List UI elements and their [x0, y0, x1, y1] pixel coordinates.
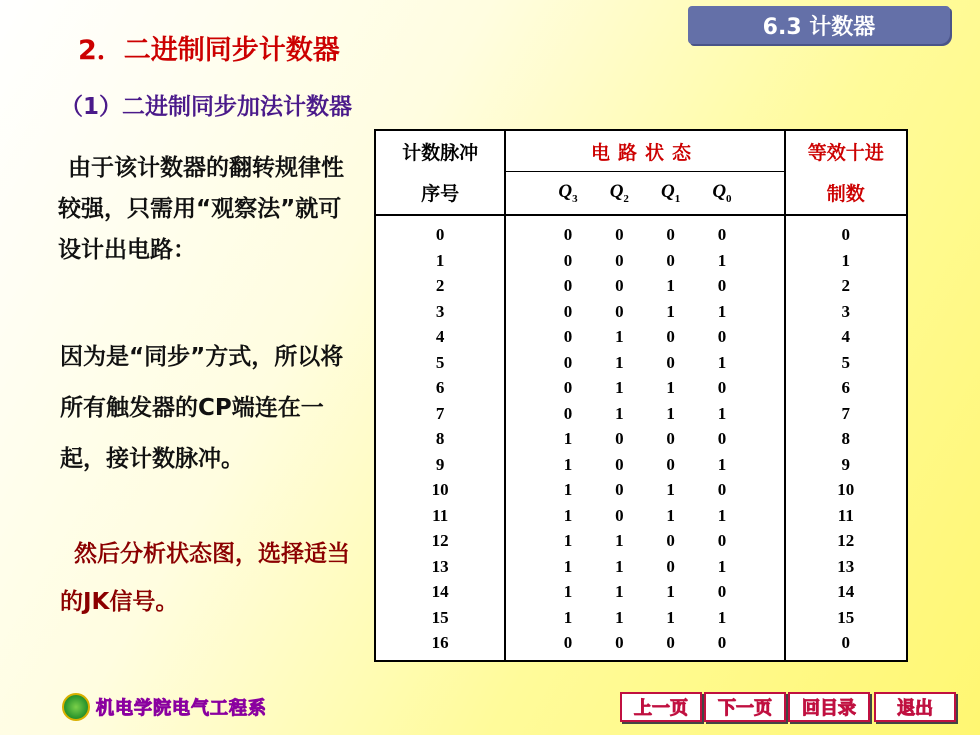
- q3-value: 1: [563, 454, 573, 474]
- table-row: [375, 350, 907, 376]
- decimal-cell: 13: [837, 556, 855, 576]
- state-cell: [505, 630, 784, 661]
- table-row: [375, 630, 907, 661]
- q2-value: 1: [615, 403, 624, 423]
- table-row: [375, 605, 907, 631]
- q3-value: 1: [563, 556, 573, 576]
- q3-value: 1: [563, 531, 573, 550]
- q2-value: 0: [615, 301, 624, 321]
- q0-value: 0: [717, 327, 727, 346]
- q0-value: 1: [717, 301, 727, 321]
- header-pulse-line2: 序号: [375, 172, 505, 216]
- pulse-number-cell: 14: [375, 579, 505, 605]
- table-row: [375, 477, 907, 503]
- pulse-number-cell: 6: [375, 375, 505, 401]
- q2-value: 1: [615, 607, 624, 627]
- q2-value: 1: [615, 378, 624, 397]
- decimal-cell: 10: [837, 480, 855, 499]
- q2-value: 1: [615, 352, 624, 372]
- q1-value: 0: [666, 531, 675, 550]
- q0-value: 1: [717, 250, 727, 270]
- q0-value: 1: [717, 352, 727, 372]
- q1-value: 0: [666, 250, 675, 270]
- q0-value: 1: [717, 607, 727, 627]
- page-title: 2．二进制同步计数器: [78, 35, 340, 66]
- q3-value: 0: [563, 378, 573, 397]
- decimal-cell: 8: [841, 429, 851, 448]
- pulse-number-cell: 5: [375, 350, 505, 376]
- q1-value: 1: [666, 378, 675, 397]
- state-cell: [505, 273, 784, 299]
- header-decimal-line1: 等效十进: [807, 141, 884, 164]
- q2-value: 0: [615, 454, 624, 474]
- pulse-number-cell: 1: [375, 248, 505, 274]
- explanation-paragraph-2: 因为是“同步”方式，所以将所有触发器的CP端连在一起，接计数脉冲。: [60, 344, 344, 472]
- table-row: [375, 528, 907, 554]
- q1-value: 0: [666, 633, 675, 652]
- q2-value: 1: [615, 327, 624, 346]
- pulse-number-cell: 8: [375, 426, 505, 452]
- q0-value: 0: [717, 378, 727, 397]
- q1-value: 0: [666, 225, 675, 244]
- q1-value: 1: [666, 403, 675, 423]
- state-cell: [505, 477, 784, 503]
- table-row: [375, 401, 907, 427]
- q0-value: 0: [717, 633, 727, 652]
- q0-value: 0: [717, 225, 727, 244]
- decimal-cell: 4: [841, 327, 851, 346]
- section-tag: 6.3 计数器: [688, 6, 950, 44]
- state-cell: [505, 401, 784, 427]
- q3-value: 0: [563, 276, 573, 295]
- state-cell: [505, 605, 784, 631]
- state-cell: [505, 324, 784, 350]
- q3-value: 0: [563, 301, 573, 321]
- q0-value: 0: [717, 582, 727, 601]
- decimal-cell: 5: [841, 352, 851, 372]
- q3-value: 1: [563, 582, 573, 601]
- explanation-paragraph-3: [60, 530, 360, 626]
- q0-value: 0: [717, 429, 727, 448]
- explanation-paragraph-1: [58, 148, 348, 271]
- header-q-columns: [505, 172, 784, 216]
- state-cell: [505, 299, 784, 325]
- q1-value: 0: [666, 352, 675, 372]
- decimal-cell: 7: [841, 403, 851, 423]
- table-row: [375, 452, 907, 478]
- pulse-number-cell: 0: [375, 215, 505, 248]
- pulse-number-cell: 7: [375, 401, 505, 427]
- q0-value: 0: [717, 480, 727, 499]
- state-cell: [505, 503, 784, 529]
- q3-value: 1: [563, 505, 573, 525]
- q3-value: 0: [563, 327, 573, 346]
- decimal-cell: 12: [837, 531, 855, 550]
- pulse-number-cell: 15: [375, 605, 505, 631]
- exit-button[interactable]: 退出: [874, 692, 956, 722]
- q2-value: 0: [615, 505, 624, 525]
- q0-value: 1: [717, 454, 727, 474]
- header-circuit-state: 电路状态: [505, 130, 784, 172]
- header-decimal-line2: 制数: [785, 172, 907, 216]
- q1-value: 1: [666, 582, 675, 601]
- q3-value: 1: [563, 429, 573, 448]
- q2-value: 1: [615, 556, 624, 576]
- state-cell: [505, 215, 784, 248]
- table-row: [375, 324, 907, 350]
- pulse-number-cell: 3: [375, 299, 505, 325]
- q1-value: 1: [666, 276, 675, 295]
- q2-value: 0: [615, 276, 624, 295]
- truth-table-body: [375, 215, 907, 661]
- pulse-number-cell: 11: [375, 503, 505, 529]
- table-row: [375, 248, 907, 274]
- q2-value: 0: [615, 429, 624, 448]
- q3-value: 1: [563, 607, 573, 627]
- decimal-cell: 2: [841, 276, 851, 295]
- pulse-number-cell: 9: [375, 452, 505, 478]
- state-cell: [505, 528, 784, 554]
- q2-value: 1: [615, 582, 624, 601]
- q0-value: 0: [717, 276, 727, 295]
- decimal-cell: 0: [841, 225, 851, 244]
- q1-value: 1: [666, 301, 675, 321]
- q1-value: 0: [666, 556, 675, 576]
- decimal-cell: 14: [837, 582, 855, 601]
- q1-value: 1: [666, 505, 675, 525]
- q1-value: 0: [666, 454, 675, 474]
- paragraph-1-text: 由于该计数器的翻转规律性较强，只需用“观察法”就可设计出电路：: [58, 155, 344, 263]
- q3-value: 0: [563, 403, 573, 423]
- table-row: [375, 579, 907, 605]
- next-page-button[interactable]: 下一页: [704, 692, 786, 722]
- decimal-cell: 9: [841, 454, 851, 474]
- q2-value: 1: [615, 531, 624, 550]
- q2-value: 0: [615, 480, 624, 499]
- q2-value: 0: [615, 225, 624, 244]
- pulse-number-cell: 12: [375, 528, 505, 554]
- pulse-number-cell: 2: [375, 273, 505, 299]
- q1-value: 0: [666, 327, 675, 346]
- pulse-number-cell: 10: [375, 477, 505, 503]
- state-cell: [505, 375, 784, 401]
- decimal-cell: 0: [841, 633, 851, 652]
- q2-value: 0: [615, 633, 624, 652]
- paragraph-3-text: 然后分析状态图，选择适当的JK信号。: [60, 541, 350, 615]
- q3-value: 1: [563, 480, 573, 499]
- pulse-number-cell: 4: [375, 324, 505, 350]
- header-q3: $Q_3$: [558, 181, 578, 205]
- pulse-number-cell: 13: [375, 554, 505, 580]
- page-subtitle: （1）二进制同步加法计数器: [60, 94, 353, 120]
- table-row: [375, 503, 907, 529]
- decimal-cell: 3: [841, 301, 851, 321]
- decimal-cell: 6: [841, 378, 851, 397]
- q3-value: 0: [563, 352, 573, 372]
- header-q1: $Q_1$: [661, 181, 681, 205]
- header-pulse-line1: 计数脉冲: [375, 130, 505, 172]
- state-cell: [505, 554, 784, 580]
- state-cell: [505, 579, 784, 605]
- header-q2: $Q_2$: [609, 181, 629, 205]
- q0-value: 1: [717, 403, 727, 423]
- decimal-cell: 15: [837, 607, 855, 627]
- state-cell: [505, 248, 784, 274]
- table-row: [375, 375, 907, 401]
- table-row: [375, 215, 907, 248]
- q1-value: 0: [666, 429, 675, 448]
- decimal-cell: 1: [841, 250, 851, 270]
- header-q0: $Q_0$: [712, 181, 732, 205]
- q3-value: 0: [563, 225, 573, 244]
- table-row: [375, 426, 907, 452]
- table-row: [375, 273, 907, 299]
- q1-value: 1: [666, 607, 675, 627]
- q2-value: 0: [615, 250, 624, 270]
- truth-table: [374, 129, 908, 662]
- toc-button[interactable]: 回目录: [788, 692, 870, 722]
- table-row: [375, 299, 907, 325]
- prev-page-button[interactable]: 上一页: [620, 692, 702, 722]
- school-emblem-icon: [62, 693, 90, 721]
- table-row: [375, 554, 907, 580]
- q3-value: 0: [563, 250, 573, 270]
- decimal-cell: 11: [837, 505, 854, 525]
- q0-value: 1: [717, 505, 727, 525]
- q1-value: 1: [666, 480, 675, 499]
- state-cell: [505, 426, 784, 452]
- pulse-number-cell: 16: [375, 630, 505, 661]
- state-cell: [505, 350, 784, 376]
- state-cell: [505, 452, 784, 478]
- q0-value: 1: [717, 556, 727, 576]
- q0-value: 0: [717, 531, 727, 550]
- q3-value: 0: [563, 633, 573, 652]
- school-name: 机电学院电气工程系: [96, 698, 267, 719]
